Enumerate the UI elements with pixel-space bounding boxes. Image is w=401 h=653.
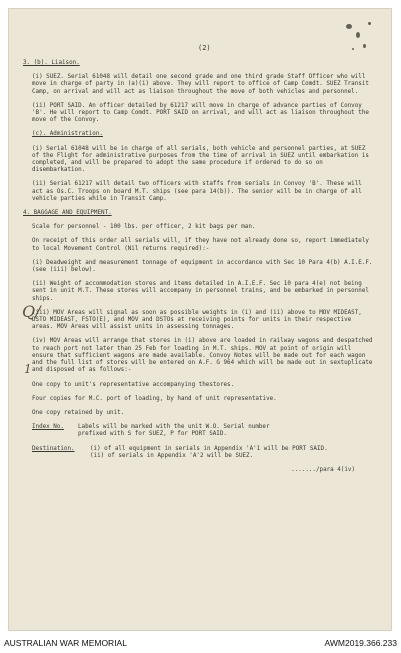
- copy-line-1: One copy to unit's representative accompanying thestores.: [32, 381, 235, 388]
- paragraph-suez-liaison: (i) SUEZ. Serial 61048 will detail one second grade and one third grade Staff Officer who will move in charge of party in (a)(i) above. They will report to office of Camp Comdt. SUEZ Transit Camp, on arrival and will act as liaison throughout the move of both vehicles and personnel.: [32, 74, 369, 95]
- footer-bar: [0, 631, 401, 653]
- index-text-line-1: Labels will be marked with the unit W.O. Serial number: [78, 424, 270, 431]
- ink-stain: [346, 24, 352, 29]
- destination-item-1: (i) of all equipment in serials in Appendix 'A'1 will be PORT SAID.: [90, 445, 328, 452]
- copy-line-3: One copy retained by unit.: [32, 409, 125, 416]
- ink-stain: [363, 44, 366, 48]
- destination-item-2: (ii) of serials in Appendix 'A'2 will be SUEZ.: [90, 452, 254, 459]
- paragraph-baggage-ii: (ii) Weight of accommodation stores and items detailed in A.I.E.F. Sec 10 para 4(e) not being sent in unit M.T. These stores will accompany in personnel trains, and be embarked in personnel ships.: [32, 281, 369, 302]
- paragraph-administration-ii: (ii) Serial 61217 will detail two officers with staffs from serials in Convoy 'B'. These will act as Os.C. Troops on board M.T. ships (see para 14(b)). The senior will be in charge of all vehicle parties while in Transit Camp.: [32, 181, 362, 202]
- index-text: [78, 424, 270, 438]
- index-label: Index No.: [32, 424, 64, 431]
- document-body: [23, 60, 375, 474]
- index-number-row: [23, 424, 375, 438]
- ink-stain: [352, 48, 354, 50]
- paragraph-receipt: On receipt of this order all serials will, if they have not already done so, report immediately to local Movement Control (Nil returns required):-: [32, 238, 369, 252]
- footer-accession-number: AWM2019.366.233: [324, 638, 397, 648]
- paragraph-scale: Scale for personnel - 100 lbs. per officer, 2 kit bags per man.: [32, 224, 256, 231]
- margin-annotation-q: Q/: [22, 302, 41, 321]
- paragraph-baggage-i: (i) Deadweight and measurement tonnage of equipment in accordance with Sec 10 Para 4(b) A.I.E.F. (see (iii) below).: [32, 259, 373, 274]
- ink-stain: [368, 22, 371, 25]
- footer-institution: AUSTRALIAN WAR MEMORIAL: [4, 638, 127, 648]
- paragraph-baggage-iii: (iii) MOV Areas will signal as soon as possible weights in (i) and (ii) above to MOV MIDEAST, DSTO MIDEAST, FSTO(E), and MOV and DSTOs at receiving points for units in their respective areas. MOV Areas will assist units in assessing tonnages.: [32, 309, 362, 331]
- paragraph-port-said-liaison: (ii) PORT SAID. An officer detailed by 61217 will move in charge of advance parties of Convoy 'B'. He will report to Camp Comdt. PORT SAID on arrival, and will act as liaison throughout the move of the Convoy.: [32, 102, 369, 124]
- destination-row: [23, 446, 375, 460]
- continuation-note: ......./para 4(iv): [291, 466, 355, 473]
- section-heading-administration: (c). Administration.: [32, 131, 103, 138]
- destination-text: [90, 446, 328, 460]
- page-number: (2): [198, 44, 211, 52]
- index-text-line-2: prefixed with S for SUEZ, P for PORT SAID.: [78, 431, 227, 438]
- paragraph-administration-i: (i) Serial 61048 will be in charge of all serials, both vehicle and personnel parties, at SUEZ of the Flight for administrative purposes from the time of arrival in SUEZ until embarkation is completed, and will be prepared to adopt the same procedure if ordered to do so on disembarkation.: [32, 145, 369, 174]
- copy-line-2: Four copies for M.C. port of loading, by hand of unit representative.: [32, 395, 277, 402]
- paragraph-baggage-iv: (iv) MOV Areas will arrange that stores in (i) above are loaded in railway wagons and despatched to reach port not later than 25 Feb for loading in M.T. ships. MOV at point of origin will ensure that sufficient wagons are made available. Convoy Notes will be made out for each wagon and the full list of stores will be entered on A.F. G 964 which will be made out in sextuplicate and disposed of as follows:-: [32, 338, 373, 374]
- destination-label: Destination.: [32, 445, 75, 452]
- ink-stain: [356, 32, 360, 38]
- section-heading-liaison: 3. (b). Liaison.: [23, 60, 80, 66]
- section-heading-baggage: 4. BAGGAGE AND EQUIPMENT.: [23, 210, 112, 217]
- margin-annotation-one: 1: [24, 362, 32, 376]
